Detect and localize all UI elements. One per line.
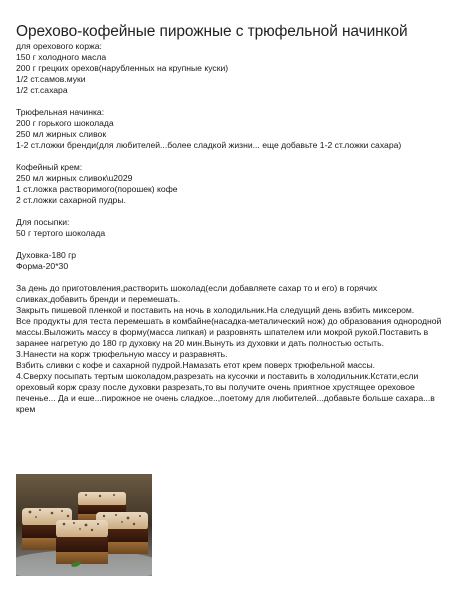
pastry-front [56,520,108,564]
recipe-title: Орехово-кофейные пирожные с трюфельной начинкой [16,23,408,41]
section-coffee-cream [16,162,448,206]
instruction-line: заранее нагретую до 180 гр духовку на 20 мин.Вынуть из духовки и дать полностью остыть. [16,338,384,348]
oven-temperature: Духовка-180 гр [16,250,77,260]
ingredient-line: 1/2 ст.самов.муки [16,74,86,84]
instruction-line: печенье... Да и еше...пирожное не очень сладкое..,поетому для любителей...добавьте больше сахара...в [16,393,435,403]
ingredient-line: 1 ст.ложка растворимого(порошек) кофе [16,184,178,194]
ingredient-line: 2 ст.ложки сахарной пудры. [16,195,126,205]
ingredient-line: 1-2 ст.ложки бренди(для любителей...более сладкой жизни... еще добавьте 1-2 ст.ложки сахара) [16,140,402,150]
instruction-line: крем [16,404,36,414]
section-heading: для орехового коржа: [16,41,102,51]
section-heading: Трюфельная начинка: [16,107,105,117]
instruction-line: 4.Сверху посыпать тертым шоколадом,разрезать на кусочки и поставить в холодильник.Кстати,если [16,371,419,381]
ingredient-line: 200 г грецких орехов(нарубленных на крупные куски) [16,63,229,73]
instruction-line: ореховый корж сразу после духовки разрезать,то вы получите очень приятное хрустящее ореховое [16,382,415,392]
instruction-line: сливках,добавить бренди и перемешать. [16,294,181,304]
ingredient-line: 1/2 ст.сахара [16,85,68,95]
section-oven [16,250,448,272]
ingredient-line: 150 г холодного масла [16,52,107,62]
section-heading: Для посыпки: [16,217,70,227]
instruction-line: массы.Выложить массу в форму(масса липкая) и разровнять шпателем или мокрой рукой.Поставить в [16,327,429,337]
ingredient-line: 250 мл жирных сливок [16,129,107,139]
instruction-line: 3.Нанести на корж трюфельную массу и разравнять. [16,349,228,359]
ingredient-line: 200 г горького шоколада [16,118,114,128]
instruction-line: Закрыть пишевой пленкой и поставить на ночь в холодильник.На следущий день взбить миксером. [16,305,415,315]
instruction-line: За день до приготовления,растворить шоколад(если добавляете сахар то и его) в горячих [16,283,378,293]
instruction-line: Взбить сливки с кофе и сахарной пудрой.Намазать етот крем поверх трюфельной массы. [16,360,376,370]
pastry-photo [16,474,152,576]
instruction-line: Все продукты для теста перемешать в комбайне(насадка-металический нож) до образования однородной [16,316,442,326]
ingredient-line: 50 г тертого шоколада [16,228,106,238]
section-nut-base [16,41,448,96]
section-instructions [16,283,448,415]
ingredient-line: 250 мл жирных сливок\u2029 [16,173,133,183]
section-heading: Кофейный крем: [16,162,83,172]
section-topping [16,217,448,239]
recipe-content [16,41,448,415]
pan-size: Форма-20*30 [16,261,69,271]
section-truffle-filling [16,107,448,151]
